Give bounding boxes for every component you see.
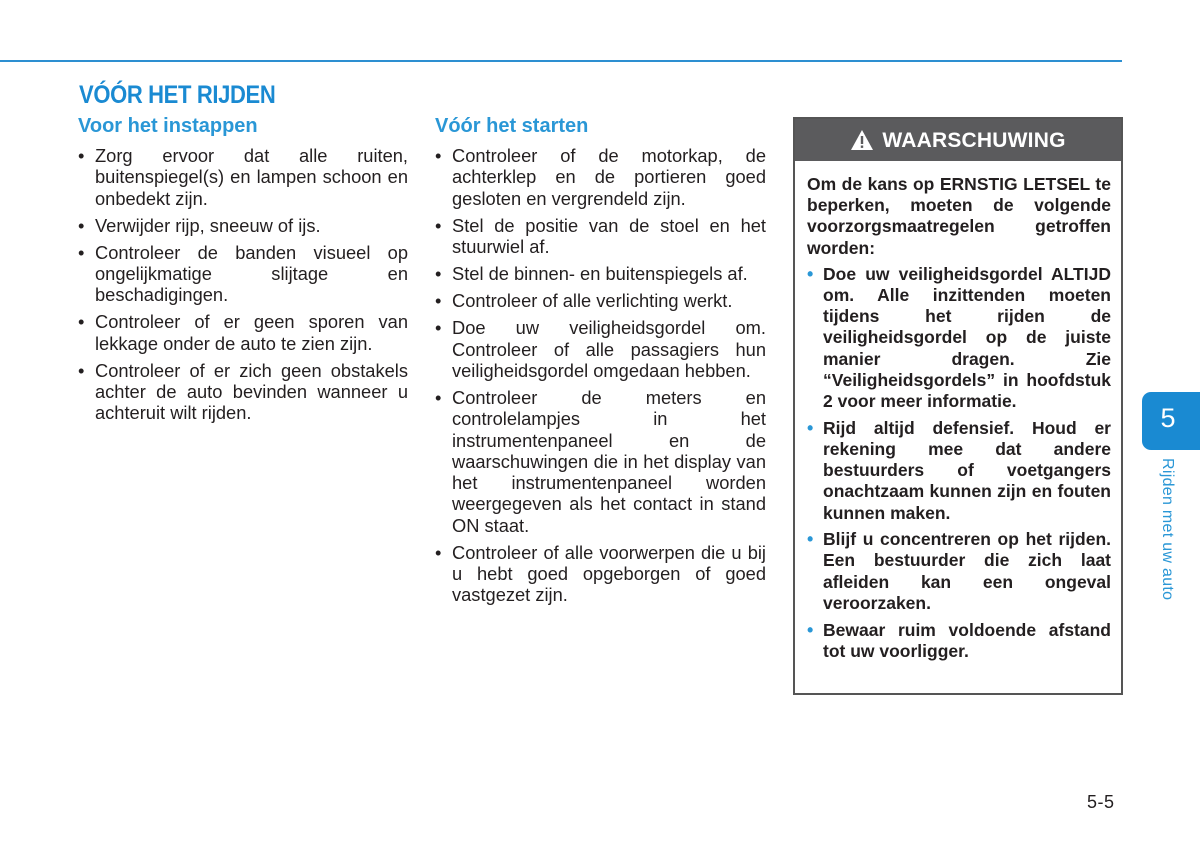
chapter-label: Rijden met uw auto [1159, 458, 1176, 601]
warning-header [795, 119, 1121, 161]
warning-body [795, 161, 1121, 662]
chapter-number: 5 [1160, 403, 1176, 433]
list-item: • Doe uw veiligheidsgordel om. Controleer of alle passagiers hun veiligheidsgordel omgedaan hebben. [435, 317, 766, 381]
section-title: VÓÓR HET RIJDEN [79, 81, 276, 109]
warning-intro: Om de kans op ERNSTIG LETSEL te beperken, moeten de volgende voorzorgsmaatregelen getroffen worden: [807, 174, 1111, 258]
column-voor-het-instappen [78, 114, 408, 430]
list-item: • Verwijder rijp, sneeuw of ijs. [78, 214, 321, 236]
page-number: 5-5 [1087, 792, 1115, 812]
warning-triangle-icon [850, 129, 874, 151]
list-item: • Controleer of er zich geen obstakels achter de auto bevinden wanneer u achteruit wilt rijden. [78, 359, 408, 424]
list-item: • Bewaar ruim voldoende afstand tot uw voorligger. [807, 619, 1111, 661]
list-item: • Controleer of alle voorwerpen die u bij u hebt goed opgeborgen of goed vastgezet zijn. [435, 541, 766, 606]
list-item: • Controleer of de motorkap, de achterklep en de portieren goed gesloten en vergrendeld zijn. [435, 145, 766, 209]
column2-heading: Vóór het starten [435, 115, 589, 137]
list-item: • Controleer of er geen sporen van lekkage onder de auto te zien zijn. [78, 311, 408, 354]
column1-list [78, 145, 408, 424]
column1-heading: Voor het instappen [78, 115, 258, 137]
list-item: • Controleer de banden visueel op ongelijkmatige slijtage en beschadigingen. [78, 241, 408, 306]
list-item: • Controleer of alle verlichting werkt. [435, 290, 733, 312]
list-item: • Controleer de meters en controlelampjes in het instrumentenpaneel en de waarschuwingen die in het display van het instrumentenpaneel worden weergegeven als het contact in stand ON staat. [435, 386, 766, 536]
chapter-tab [1142, 392, 1200, 450]
warning-title: WAARSCHUWING [882, 128, 1066, 152]
list-item: • Stel de binnen- en buitenspiegels af. [435, 263, 748, 285]
warning-box [793, 117, 1123, 695]
list-item: • Rijd altijd defensief. Houd er rekening mee dat andere bestuurders of voetgangers onachtzaam kunnen zijn en fouten kunnen maken. [807, 417, 1111, 523]
list-item: • Zorg ervoor dat alle ruiten, buitenspiegel(s) en lampen schoon en onbedekt zijn. [78, 145, 408, 209]
header-rule [0, 60, 1122, 62]
list-item: • Blijf u concentreren op het rijden. Een bestuurder die zich laat afleiden kan een ongeval veroorzaken. [807, 529, 1111, 613]
warning-list [807, 264, 1111, 662]
list-item: • Doe uw veiligheidsgordel ALTIJD om. Alle inzittenden moeten tijdens het rijden de veiligheidsgordel op de juiste manier dragen. Zie “Veiligheidsgordels” in hoofdstuk 2 voor meer informatie. [807, 263, 1111, 412]
column-voor-het-starten [435, 114, 766, 612]
list-item: • Stel de positie van de stoel en het stuurwiel af. [435, 214, 766, 257]
column2-list [435, 145, 766, 606]
